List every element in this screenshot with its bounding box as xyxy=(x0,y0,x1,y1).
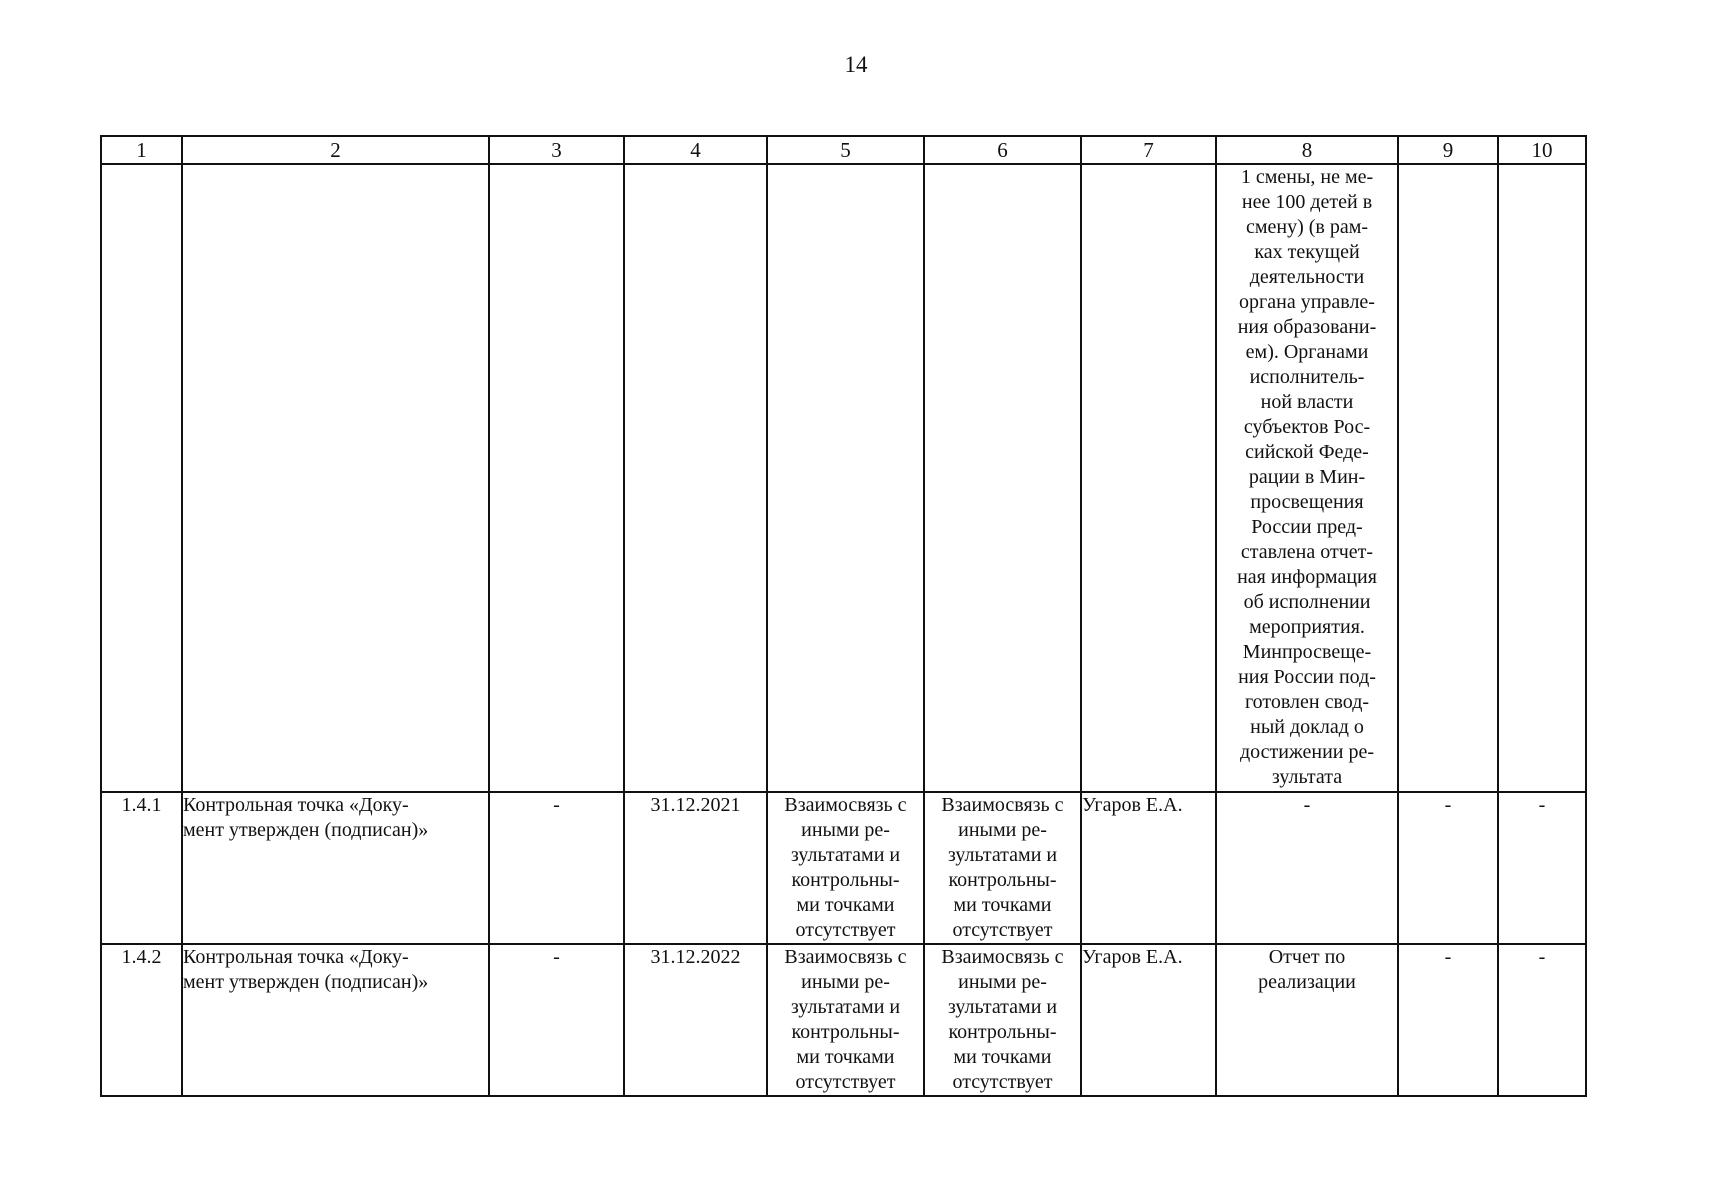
text-line: России пред- xyxy=(1251,516,1363,538)
text-line: 1 смены, не ме- xyxy=(1240,166,1374,188)
text-line: отсутствует xyxy=(795,919,896,941)
text-line: иными ре- xyxy=(958,819,1047,841)
plan-table xyxy=(100,135,1587,1097)
result-description-cell xyxy=(1216,164,1398,792)
header-cell: 1 xyxy=(101,136,182,164)
header-cell: 5 xyxy=(767,136,924,164)
text-line: достижении ре- xyxy=(1239,741,1375,763)
col10-value: - xyxy=(1498,792,1586,944)
text-line: ем). Органами xyxy=(1245,341,1369,363)
text-line: контрольны- xyxy=(948,1021,1057,1043)
text-line: иными ре- xyxy=(958,971,1047,993)
text-line: ния образовани- xyxy=(1237,316,1377,338)
text-line: деятельности xyxy=(1249,266,1365,288)
header-cell: 9 xyxy=(1398,136,1498,164)
due-date: 31.12.2021 xyxy=(624,792,767,944)
text-line: ной власти xyxy=(1260,391,1354,413)
text-line: ми точками xyxy=(953,894,1052,916)
text-line: контрольны- xyxy=(791,869,900,891)
text-line: готовлен свод- xyxy=(1244,691,1370,713)
control-point-name xyxy=(182,944,489,1096)
text-line: зультатами и xyxy=(790,996,901,1018)
result-description-cell xyxy=(1216,944,1398,1096)
text-line: контрольны- xyxy=(791,1021,900,1043)
text-line: мент утвержден (подписан)» xyxy=(183,819,429,841)
header-cell: 7 xyxy=(1081,136,1216,164)
text-line: ния России под- xyxy=(1238,666,1376,688)
text-line: мент утвержден (подписан)» xyxy=(183,971,429,993)
text-line: мероприятия. xyxy=(1249,616,1365,638)
text-line: Контрольная точка «Доку- xyxy=(183,946,409,968)
text-line: сийской Феде- xyxy=(1245,441,1369,463)
relation-text xyxy=(924,944,1081,1096)
text-line: ми точками xyxy=(796,1046,895,1068)
text-line: об исполнении xyxy=(1243,591,1371,613)
text-line: Контрольная точка «Доку- xyxy=(183,794,409,816)
text-line: смену) (в рам- xyxy=(1245,216,1369,238)
text-line: зультата xyxy=(1271,766,1343,788)
text-line: реализации xyxy=(1258,971,1356,993)
text-line: просвещения xyxy=(1250,491,1364,513)
relation-text xyxy=(767,944,924,1096)
continuation-row xyxy=(101,164,1586,792)
text-line: ми точками xyxy=(953,1046,1052,1068)
text-line: рации в Мин- xyxy=(1248,466,1366,488)
text-line: ставлена отчет- xyxy=(1240,541,1374,563)
text-line: Взаимосвязь с xyxy=(784,946,907,968)
row-number: 1.4.2 xyxy=(101,944,182,1096)
text-line: зультатами и xyxy=(947,996,1058,1018)
text-line: исполнитель- xyxy=(1249,366,1365,388)
text-line: ках текущей xyxy=(1254,241,1360,263)
text-line: Минпросвеще- xyxy=(1242,641,1372,663)
text-line: Взаимосвязь с xyxy=(784,794,907,816)
header-cell: 8 xyxy=(1216,136,1398,164)
text-line: ная информация xyxy=(1237,566,1377,588)
text-line: иными ре- xyxy=(801,819,890,841)
text-line: зультатами и xyxy=(947,844,1058,866)
text-line: отсутствует xyxy=(795,1071,896,1093)
text-line: - xyxy=(1303,794,1311,816)
table-header-row xyxy=(101,136,1586,164)
text-line: зультатами и xyxy=(790,844,901,866)
text-line: органа управле- xyxy=(1239,291,1375,313)
text-line: контрольны- xyxy=(948,869,1057,891)
header-cell: 6 xyxy=(924,136,1081,164)
table-row xyxy=(101,944,1586,1096)
col3-value: - xyxy=(489,792,624,944)
text-line: Взаимосвязь с xyxy=(941,794,1064,816)
col10-value: - xyxy=(1498,944,1586,1096)
result-description-cell xyxy=(1216,792,1398,944)
text-line: иными ре- xyxy=(801,971,890,993)
row-number: 1.4.1 xyxy=(101,792,182,944)
text-line: отсутствует xyxy=(952,1071,1053,1093)
header-cell: 4 xyxy=(624,136,767,164)
due-date: 31.12.2022 xyxy=(624,944,767,1096)
col3-value: - xyxy=(489,944,624,1096)
header-cell: 10 xyxy=(1498,136,1586,164)
relation-text xyxy=(767,792,924,944)
table-row xyxy=(101,792,1586,944)
header-cell: 3 xyxy=(489,136,624,164)
text-line: отсутствует xyxy=(952,919,1053,941)
text-line: Взаимосвязь с xyxy=(941,946,1064,968)
col9-value: - xyxy=(1398,944,1498,1096)
text-line: ми точками xyxy=(796,894,895,916)
text-line: Отчет по xyxy=(1268,946,1346,968)
relation-text xyxy=(924,792,1081,944)
text-line: ный доклад о xyxy=(1250,716,1364,738)
responsible-person: Угаров Е.А. xyxy=(1081,944,1216,1096)
text-line: нее 100 детей в xyxy=(1241,191,1373,213)
header-cell: 2 xyxy=(182,136,489,164)
page-number: 14 xyxy=(844,52,868,77)
responsible-person: Угаров Е.А. xyxy=(1081,792,1216,944)
text-line: субъектов Рос- xyxy=(1243,416,1371,438)
control-point-name xyxy=(182,792,489,944)
col9-value: - xyxy=(1398,792,1498,944)
